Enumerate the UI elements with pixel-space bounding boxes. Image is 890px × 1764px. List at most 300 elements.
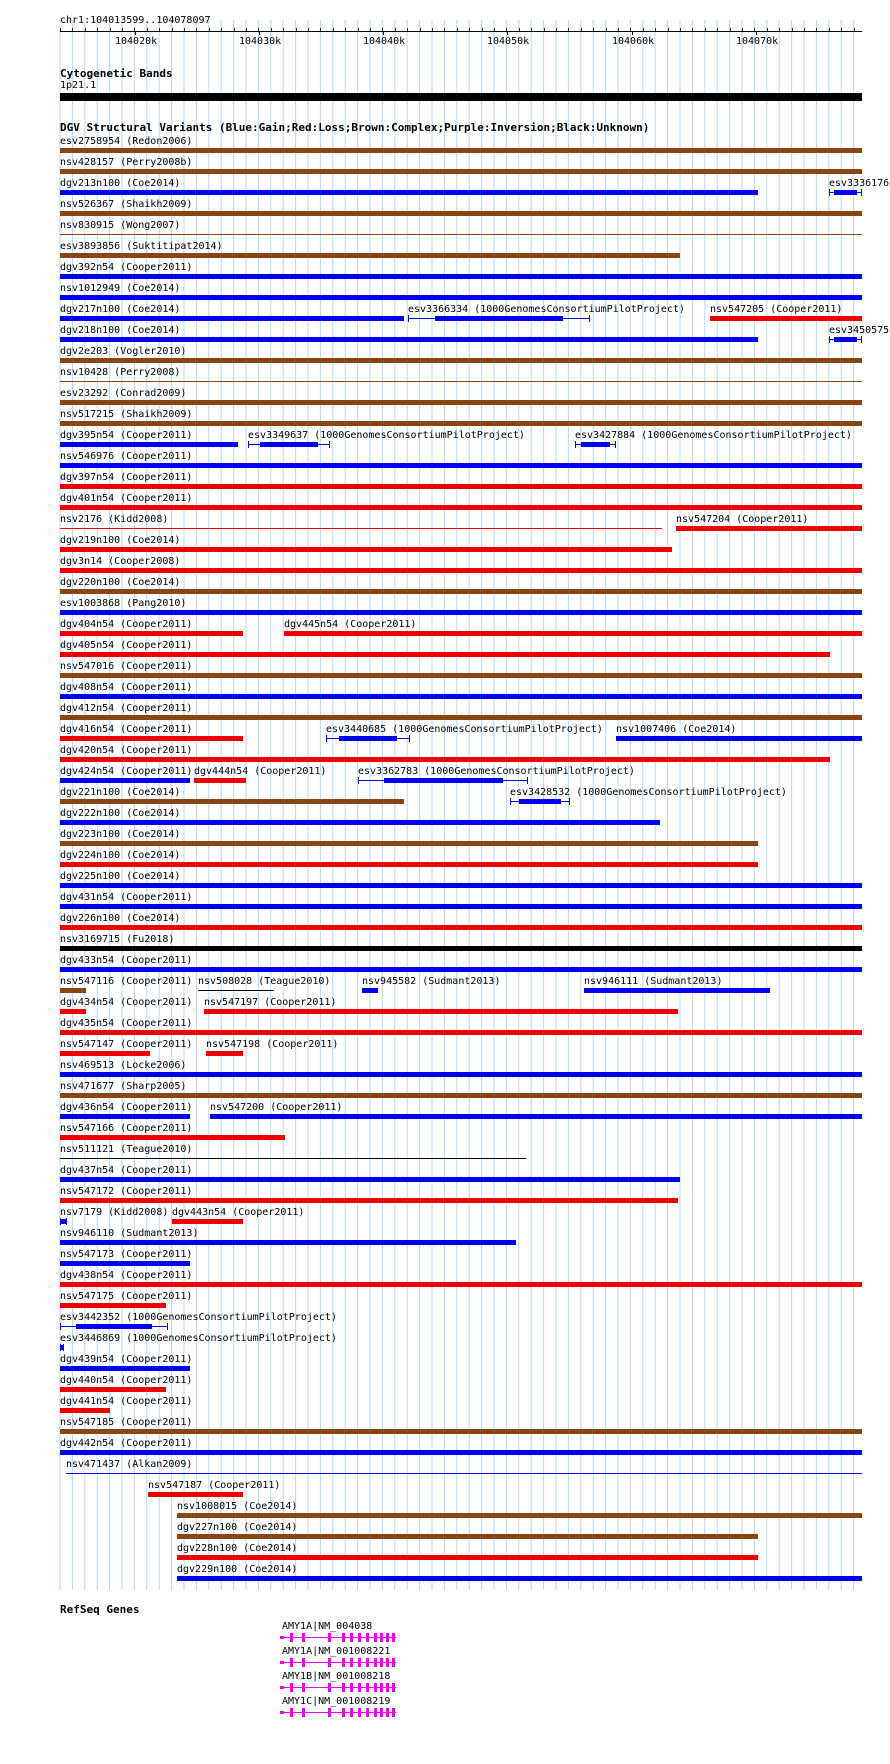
variant-label: esv3893856 (Suktitipat2014) [60, 241, 223, 252]
gene-exon [392, 1683, 395, 1692]
variant-bar[interactable] [60, 1303, 166, 1308]
ruler-minor-tick [395, 28, 396, 31]
variant-label: nsv508028 (Teague2010) [198, 976, 331, 987]
cytoband-bar[interactable] [60, 93, 862, 101]
ruler-major-tick [135, 31, 136, 35]
ruler-major-tick [259, 31, 260, 35]
variant-bar[interactable] [60, 442, 238, 447]
gene-exon [358, 1708, 361, 1717]
variant-label: nsv945582 (Sudmant2013) [362, 976, 501, 987]
variant-bar[interactable] [60, 381, 862, 382]
variant-bar[interactable] [60, 568, 862, 573]
variant-cap [248, 441, 249, 448]
variant-bar[interactable] [676, 526, 862, 531]
variant-label: dgv433n54 (Cooper2011) [60, 955, 193, 966]
variant-label: dgv445n54 (Cooper2011) [284, 619, 417, 630]
variant-label: dgv404n54 (Cooper2011) [60, 619, 193, 630]
variant-cap [60, 1344, 61, 1351]
variant-label: dgv395n54 (Cooper2011) [60, 430, 193, 441]
gene-exon [302, 1658, 305, 1667]
gene-exon [290, 1658, 293, 1667]
variant-label: nsv547204 (Cooper2011) [676, 514, 809, 525]
ruler-minor-tick [692, 28, 693, 31]
gene-model[interactable] [280, 1633, 396, 1643]
variant-bar[interactable] [60, 547, 672, 552]
variant-label: dgv229n100 (Coe2014) [177, 1564, 298, 1575]
variant-bar[interactable] [60, 528, 662, 529]
variant-bar[interactable] [60, 1387, 166, 1392]
gene-exon [380, 1683, 383, 1692]
variant-bar[interactable] [408, 318, 590, 319]
ruler-minor-tick [370, 28, 371, 31]
gene-exon [328, 1683, 331, 1692]
ruler-minor-tick [283, 28, 284, 31]
variant-bar[interactable] [60, 1347, 64, 1348]
variant-bar[interactable] [248, 444, 330, 445]
variant-label: nsv1012949 (Coe2014) [60, 283, 181, 294]
variant-bar[interactable] [60, 169, 862, 174]
gene-intron-line [280, 1637, 396, 1638]
ruler-minor-tick [147, 28, 148, 31]
variant-bar[interactable] [210, 1114, 862, 1119]
ruler-minor-tick [469, 28, 470, 31]
variant-bar[interactable] [177, 1555, 758, 1560]
variant-bar[interactable] [60, 673, 862, 678]
gene-exon [358, 1683, 361, 1692]
ruler-minor-tick [593, 28, 594, 31]
variant-label: dgv439n54 (Cooper2011) [60, 1354, 193, 1365]
variant-label: dgv431n54 (Cooper2011) [60, 892, 193, 903]
variant-bar[interactable] [60, 967, 862, 972]
variant-label: dgv401n54 (Cooper2011) [60, 493, 193, 504]
variant-bar[interactable] [284, 631, 862, 636]
variant-bar[interactable] [60, 736, 243, 741]
variant-core [76, 1324, 152, 1329]
gene-exon [386, 1708, 389, 1717]
gene-label: AMY1A|NM_001008221 [282, 1646, 391, 1657]
ruler-minor-tick [779, 28, 780, 31]
gene-exon [366, 1683, 369, 1692]
gene-exon [386, 1633, 389, 1642]
gene-exon [302, 1633, 305, 1642]
variant-bar[interactable] [60, 1240, 516, 1245]
ruler-minor-tick [606, 28, 607, 31]
variant-bar[interactable] [575, 444, 616, 445]
coordinate-label: chr1:104013599..104078097 [60, 15, 211, 26]
variant-label: dgv217n100 (Coe2014) [60, 304, 181, 315]
variant-bar[interactable] [510, 801, 570, 802]
variant-label: dgv392n54 (Cooper2011) [60, 262, 193, 273]
variant-bar[interactable] [60, 841, 758, 846]
variant-cap [569, 798, 570, 805]
variant-label: dgv420n54 (Cooper2011) [60, 745, 193, 756]
variant-bar[interactable] [198, 990, 274, 991]
ruler-minor-tick [482, 28, 483, 31]
variant-label: nsv428157 (Perry2008b) [60, 157, 193, 168]
variant-label: dgv440n54 (Cooper2011) [60, 1375, 193, 1386]
gene-intron-line [280, 1662, 396, 1663]
variant-label: dgv442n54 (Cooper2011) [60, 1438, 193, 1449]
variant-label: nsv946110 (Sudmant2013) [60, 1228, 199, 1239]
variant-bar[interactable] [60, 778, 190, 783]
variant-bar[interactable] [60, 610, 862, 615]
variant-bar[interactable] [60, 1030, 862, 1035]
variant-cap [329, 441, 330, 448]
variant-bar[interactable] [194, 778, 246, 783]
variant-bar[interactable] [362, 988, 378, 993]
gene-model[interactable] [280, 1708, 396, 1718]
variant-cap [829, 336, 830, 343]
ruler-label: 104040k [363, 36, 406, 47]
gene-exon [280, 1636, 284, 1639]
ruler-line [60, 31, 862, 32]
ruler-minor-tick [345, 28, 346, 31]
variant-bar[interactable] [60, 1326, 168, 1327]
gene-exon [374, 1658, 377, 1667]
variant-label: nsv946111 (Sudmant2013) [584, 976, 723, 987]
variant-bar[interactable] [60, 799, 404, 804]
ruler-minor-tick [234, 28, 235, 31]
variant-bar[interactable] [60, 820, 660, 825]
ruler-major-tick [383, 31, 384, 35]
variant-bar[interactable] [60, 862, 758, 867]
variant-cap [326, 735, 327, 742]
ruler-minor-tick [717, 28, 718, 31]
variant-bar[interactable] [60, 253, 680, 258]
ruler-minor-tick [85, 28, 86, 31]
variant-bar[interactable] [60, 358, 862, 363]
ruler-minor-tick [854, 28, 855, 31]
variant-label: nsv547198 (Cooper2011) [206, 1039, 339, 1050]
variant-core [435, 316, 562, 321]
ruler-minor-tick [420, 28, 421, 31]
variant-label: esv3446869 (1000GenomesConsortiumPilotProject) [60, 1333, 337, 1344]
ruler-minor-tick [432, 28, 433, 31]
ruler-minor-tick [816, 28, 817, 31]
dgv-track-title: DGV Structural Variants (Blue:Gain;Red:Loss;Brown:Complex;Purple:Inversion;Black:Unknown) [60, 121, 650, 134]
variant-bar[interactable] [60, 463, 862, 468]
variant-core [834, 190, 857, 195]
variant-cap [575, 441, 576, 448]
variant-label: nsv547173 (Cooper2011) [60, 1249, 193, 1260]
variant-label: dgv218n100 (Coe2014) [60, 325, 181, 336]
variant-bar[interactable] [60, 1051, 150, 1056]
gene-label: AMY1A|NM_004038 [282, 1621, 373, 1632]
variant-bar[interactable] [60, 1408, 110, 1413]
variant-bar[interactable] [177, 1513, 862, 1518]
variant-label: nsv547147 (Cooper2011) [60, 1039, 193, 1050]
ruler-minor-tick [519, 28, 520, 31]
gene-exon [380, 1658, 383, 1667]
variant-cap [861, 336, 862, 343]
gene-exon [280, 1686, 284, 1689]
variant-bar[interactable] [60, 694, 862, 699]
ruler-minor-tick [544, 28, 545, 31]
variant-core [384, 778, 503, 783]
variant-bar[interactable] [60, 337, 758, 342]
variant-label: nsv1007406 (Coe2014) [616, 724, 737, 735]
ruler-major-tick [507, 31, 508, 35]
gene-label: AMY1C|NM_001008219 [282, 1696, 391, 1707]
ruler-minor-tick [829, 28, 830, 31]
variant-label: dgv225n100 (Coe2014) [60, 871, 181, 882]
variant-bar[interactable] [60, 1009, 86, 1014]
variant-cap [408, 315, 409, 322]
variant-label: nsv547185 (Cooper2011) [60, 1417, 193, 1428]
variant-bar[interactable] [60, 631, 243, 636]
variant-core [581, 442, 610, 447]
variant-bar[interactable] [60, 234, 862, 235]
gene-exon [380, 1633, 383, 1642]
cytoband-name: 1p21.1 [60, 80, 97, 91]
ruler-minor-tick [531, 28, 532, 31]
variant-label: dgv223n100 (Coe2014) [60, 829, 181, 840]
gene-exon [350, 1658, 353, 1667]
gene-exon [290, 1683, 293, 1692]
gene-exon [392, 1633, 395, 1642]
variant-label: dgv408n54 (Cooper2011) [60, 682, 193, 693]
variant-bar[interactable] [60, 274, 862, 279]
variant-label: dgv416n54 (Cooper2011) [60, 724, 193, 735]
cytoband-track-title: Cytogenetic Bands [60, 67, 173, 80]
variant-bar[interactable] [60, 421, 862, 426]
ruler-minor-tick [184, 28, 185, 31]
ruler-minor-tick [246, 28, 247, 31]
variant-bar[interactable] [60, 946, 862, 951]
variant-bar[interactable] [60, 1158, 526, 1159]
ruler-major-tick [756, 31, 757, 35]
ruler-minor-tick [196, 28, 197, 31]
gene-exon [358, 1633, 361, 1642]
gene-model[interactable] [280, 1658, 396, 1668]
variant-bar[interactable] [326, 738, 410, 739]
variant-bar[interactable] [60, 1177, 680, 1182]
variant-bar[interactable] [177, 1576, 862, 1581]
variant-bar[interactable] [829, 192, 862, 193]
variant-label: dgv222n100 (Coe2014) [60, 808, 181, 819]
variant-bar[interactable] [60, 1282, 862, 1287]
gene-exon [350, 1683, 353, 1692]
variant-label: nsv471677 (Sharp2005) [60, 1081, 187, 1092]
variant-bar[interactable] [60, 988, 86, 993]
gene-exon [342, 1708, 345, 1717]
gene-exon [380, 1708, 383, 1717]
variant-bar[interactable] [60, 190, 758, 195]
variant-label: esv3440685 (1000GenomesConsortiumPilotProject) [326, 724, 603, 735]
variant-label: esv23292 (Conrad2009) [60, 388, 187, 399]
ruler-minor-tick [680, 28, 681, 31]
ruler-minor-tick [97, 28, 98, 31]
variant-bar[interactable] [60, 400, 862, 405]
variant-bar[interactable] [60, 295, 862, 300]
variant-bar[interactable] [60, 1198, 678, 1203]
ruler-label: 104050k [487, 36, 530, 47]
variant-core [339, 736, 398, 741]
variant-bar[interactable] [60, 757, 830, 762]
gene-exon [342, 1633, 345, 1642]
variant-label: dgv438n54 (Cooper2011) [60, 1270, 193, 1281]
variant-cap [615, 441, 616, 448]
variant-bar[interactable] [206, 1051, 243, 1056]
variant-bar[interactable] [60, 1135, 285, 1140]
variant-label: dgv441n54 (Cooper2011) [60, 1396, 193, 1407]
variant-label: dgv226n100 (Coe2014) [60, 913, 181, 924]
variant-label: dgv443n54 (Cooper2011) [172, 1207, 305, 1218]
ruler-label: 104070k [736, 36, 779, 47]
variant-label: dgv3n14 (Cooper2008) [60, 556, 181, 567]
variant-label: nsv3169715 (Fu2018) [60, 934, 175, 945]
variant-bar[interactable] [60, 883, 862, 888]
variant-bar[interactable] [60, 1093, 862, 1098]
ruler-minor-tick [172, 28, 173, 31]
variant-bar[interactable] [60, 1072, 862, 1077]
variant-label: nsv830915 (Wong2007) [60, 220, 181, 231]
variant-label: nsv469513 (Locke2006) [60, 1060, 187, 1071]
variant-label: dgv397n54 (Cooper2011) [60, 472, 193, 483]
variant-bar[interactable] [60, 1114, 190, 1119]
gene-exon [280, 1661, 284, 1664]
gene-exon [374, 1633, 377, 1642]
gene-model[interactable] [280, 1683, 396, 1693]
variant-label: esv3427884 (1000GenomesConsortiumPilotProject) [575, 430, 852, 441]
variant-label: nsv7179 (Kidd2008) [60, 1207, 169, 1218]
variant-label: esv1003868 (Pang2010) [60, 598, 187, 609]
variant-bar[interactable] [60, 589, 862, 594]
ruler-minor-tick [122, 28, 123, 31]
variant-label: nsv547197 (Cooper2011) [204, 997, 337, 1008]
variant-bar[interactable] [60, 148, 862, 153]
variant-label: dgv228n100 (Coe2014) [177, 1543, 298, 1554]
variant-label: dgv424n54 (Cooper2011) [60, 766, 193, 777]
ruler-minor-tick [444, 28, 445, 31]
variant-label: dgv444n54 (Cooper2011) [194, 766, 327, 777]
variant-bar[interactable] [60, 925, 862, 930]
gene-exon [386, 1683, 389, 1692]
ruler-minor-tick [221, 28, 222, 31]
variant-core [519, 799, 561, 804]
ruler-minor-tick [730, 28, 731, 31]
variant-label: dgv405n54 (Cooper2011) [60, 640, 193, 651]
ruler-label: 104030k [239, 36, 282, 47]
variant-label: nsv526367 (Shaikh2009) [60, 199, 193, 210]
gene-exon [328, 1658, 331, 1667]
ruler-minor-tick [668, 28, 669, 31]
gene-exon [392, 1708, 395, 1717]
ruler-minor-tick [271, 28, 272, 31]
ruler-minor-tick [556, 28, 557, 31]
variant-bar[interactable] [60, 1261, 190, 1266]
variant-label: dgv2e203 (Vogler2010) [60, 346, 187, 357]
variant-cap [60, 1218, 61, 1225]
variant-label: dgv220n100 (Coe2014) [60, 577, 181, 588]
variant-bar[interactable] [60, 211, 862, 216]
variant-cap [510, 798, 511, 805]
variant-label: nsv546976 (Cooper2011) [60, 451, 193, 462]
gene-label: AMY1B|NM_001008218 [282, 1671, 391, 1682]
variant-label: nsv547172 (Cooper2011) [60, 1186, 193, 1197]
variant-cap [589, 315, 590, 322]
ruler-minor-tick [618, 28, 619, 31]
variant-cap [60, 1323, 61, 1330]
ruler-minor-tick [333, 28, 334, 31]
variant-bar[interactable] [358, 780, 528, 781]
variant-label: dgv437n54 (Cooper2011) [60, 1165, 193, 1176]
gene-exon [328, 1633, 331, 1642]
variant-bar[interactable] [148, 1492, 243, 1497]
variant-label: nsv2176 (Kidd2008) [60, 514, 169, 525]
ruler-minor-tick [643, 28, 644, 31]
variant-cap [66, 1218, 67, 1225]
variant-bar[interactable] [60, 1366, 190, 1371]
variant-bar[interactable] [60, 1450, 862, 1455]
ruler-minor-tick [804, 28, 805, 31]
variant-bar[interactable] [829, 339, 862, 340]
variant-label: esv3349637 (1000GenomesConsortiumPilotProject) [248, 430, 525, 441]
variant-bar[interactable] [584, 988, 770, 993]
ruler-minor-tick [308, 28, 309, 31]
variant-label: dgv435n54 (Cooper2011) [60, 1018, 193, 1029]
variant-label: nsv547166 (Cooper2011) [60, 1123, 193, 1134]
variant-label: esv3362783 (1000GenomesConsortiumPilotProject) [358, 766, 635, 777]
variant-cap [527, 777, 528, 784]
variant-bar[interactable] [60, 715, 862, 720]
gene-exon [350, 1708, 353, 1717]
ruler-minor-tick [457, 28, 458, 31]
variant-bar[interactable] [204, 1009, 678, 1014]
variant-cap [358, 777, 359, 784]
variant-label: esv3450575 [829, 325, 890, 336]
variant-bar[interactable] [177, 1534, 758, 1539]
variant-bar[interactable] [60, 1221, 67, 1222]
gene-exon [342, 1658, 345, 1667]
variant-bar[interactable] [60, 505, 862, 510]
ruler-minor-tick [60, 28, 61, 31]
variant-bar[interactable] [60, 316, 404, 321]
ruler-minor-tick [581, 28, 582, 31]
gene-exon [302, 1683, 305, 1692]
gene-exon [366, 1658, 369, 1667]
ruler-minor-tick [358, 28, 359, 31]
ruler-minor-tick [110, 28, 111, 31]
ruler-major-tick [632, 31, 633, 35]
ruler-minor-tick [159, 28, 160, 31]
gene-exon [342, 1683, 345, 1692]
variant-bar[interactable] [172, 1219, 243, 1224]
variant-label: dgv434n54 (Cooper2011) [60, 997, 193, 1008]
ruler-label: 104020k [115, 36, 158, 47]
variant-bar[interactable] [60, 904, 862, 909]
ruler-minor-tick [296, 28, 297, 31]
variant-bar[interactable] [710, 316, 862, 321]
variant-bar[interactable] [66, 1473, 862, 1474]
ruler-label: 104060k [612, 36, 655, 47]
ruler-minor-tick [494, 28, 495, 31]
variant-bar[interactable] [616, 736, 862, 741]
gene-exon [358, 1658, 361, 1667]
gene-exon [302, 1708, 305, 1717]
variant-bar[interactable] [60, 652, 830, 657]
variant-bar[interactable] [60, 484, 862, 489]
variant-cap [861, 189, 862, 196]
variant-label: dgv224n100 (Coe2014) [60, 850, 181, 861]
variant-label: esv3442352 (1000GenomesConsortiumPilotProject) [60, 1312, 337, 1323]
variant-label: dgv436n54 (Cooper2011) [60, 1102, 193, 1113]
gene-intron-line [280, 1687, 396, 1688]
variant-bar[interactable] [60, 1429, 862, 1434]
variant-cap [63, 1344, 64, 1351]
gene-exon [290, 1708, 293, 1717]
ruler-minor-tick [792, 28, 793, 31]
